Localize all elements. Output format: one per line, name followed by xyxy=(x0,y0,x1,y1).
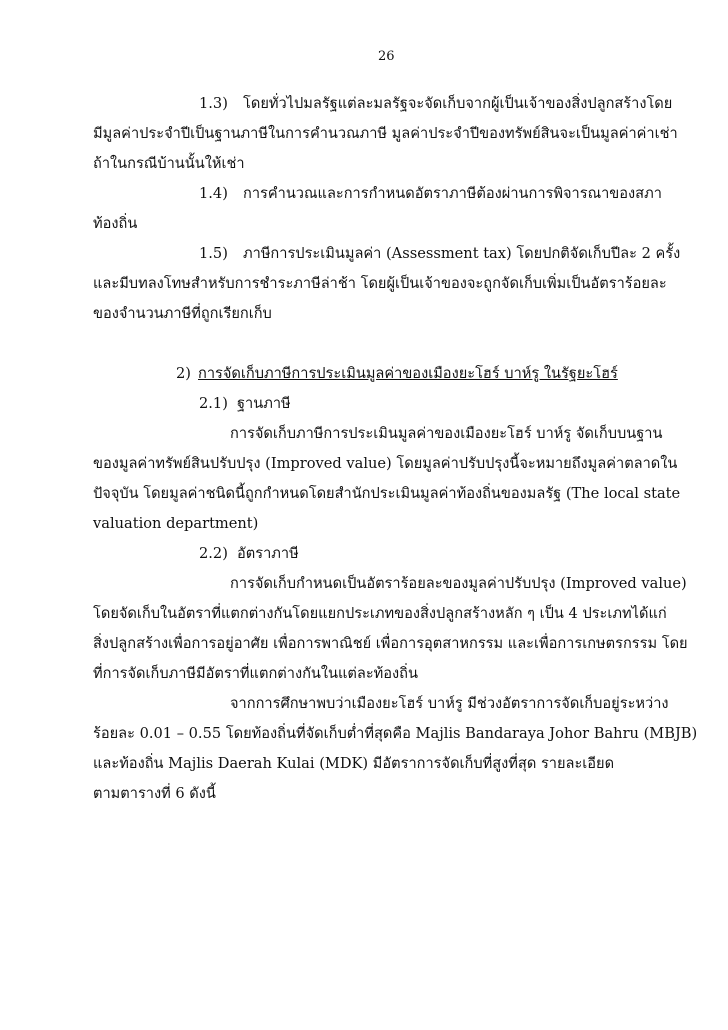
paragraph-line: โดยทั่วไปมลรัฐแต่ละมลรัฐจะจัดเก็บจากผู้เป็นเจ้าของสิ่งปลูกสร้างโดย xyxy=(243,95,673,112)
paragraph-line-indented: การจัดเก็บกำหนดเป็นอัตราร้อยละของมูลค่าปรับปรุง (Improved value) xyxy=(230,575,687,592)
item-2-1-heading xyxy=(93,394,653,414)
paragraph-line: ร้อยละ 0.01 – 0.55 โดยท้องถิ่นที่จัดเก็บต่ำที่สุดคือ Majlis Bandaraya Johor Bahru (MBJB) xyxy=(93,725,698,742)
item-2-1-title: ฐานภาษี xyxy=(237,395,291,412)
item-1-4-first-line xyxy=(93,184,662,204)
paragraph-line: สิ่งปลูกสร้างเพื่อการอยู่อาศัย เพื่อการพาณิชย์ เพื่อการอุตสาหกรรม และเพื่อการเกษตรกรรม โดย xyxy=(93,635,688,652)
section-2-title: การจัดเก็บภาษีการประเมินมูลค่าของเมืองยะโฮร์ บาห์รู ในรัฐยะโฮร์ xyxy=(198,365,618,382)
paragraph-line: ถ้าในกรณีบ้านนั้นให้เช่า xyxy=(93,155,245,172)
item-2-2-heading xyxy=(93,544,653,564)
paragraph-line: ของมูลค่าทรัพย์สินปรับปรุง (Improved value) โดยมูลค่าปรับปรุงนี้จะหมายถึงมูลค่าตลาดใน xyxy=(93,455,678,472)
item-1-3-number: 1.3) xyxy=(199,95,228,112)
item-2-2-number: 2.2) xyxy=(199,545,228,562)
paragraph-line: ท้องถิ่น xyxy=(93,215,138,232)
paragraph-line: ของจำนวนภาษีที่ถูกเรียกเก็บ xyxy=(93,305,272,322)
paragraph-line: ตามตารางที่ 6 ดังนี้ xyxy=(93,785,216,802)
item-1-5-first-line xyxy=(93,244,681,264)
item-2-1-number: 2.1) xyxy=(199,395,228,412)
paragraph-line-indented: จากการศึกษาพบว่าเมืองยะโฮร์ บาห์รู มีช่วงอัตราการจัดเก็บอยู่ระหว่าง xyxy=(230,695,669,712)
paragraph-line: ที่การจัดเก็บภาษีมีอัตราที่แตกต่างกันในแต่ละท้องถิ่น xyxy=(93,665,418,682)
paragraph-line: ภาษีการประเมินมูลค่า (Assessment tax) โดยปกติจัดเก็บปีละ 2 ครั้ง xyxy=(243,245,681,262)
item-1-4-number: 1.4) xyxy=(199,185,228,202)
paragraph-line: โดยจัดเก็บในอัตราที่แตกต่างกันโดยแยกประเภทของสิ่งปลูกสร้างหลัก ๆ เป็น 4 ประเภทได้แก่ xyxy=(93,605,667,622)
paragraph-line: และท้องถิ่น Majlis Daerah Kulai (MDK) มีอัตราการจัดเก็บที่สูงที่สุด รายละเอียด xyxy=(93,755,615,772)
paragraph-line xyxy=(93,694,669,714)
page-number: 26 xyxy=(378,49,395,64)
paragraph-line xyxy=(93,574,687,594)
paragraph-line: การคำนวณและการกำหนดอัตราภาษีต้องผ่านการพิจารณาของสภา xyxy=(243,185,662,202)
item-2-2-title: อัตราภาษี xyxy=(237,545,299,562)
paragraph-line: ปัจจุบัน โดยมูลค่าชนิดนี้ถูกกำหนดโดยสำนักประเมินมูลค่าท้องถิ่นของมลรัฐ (The local state xyxy=(93,485,681,502)
paragraph-line-indented: การจัดเก็บภาษีการประเมินมูลค่าของเมืองยะโฮร์ บาห์รู จัดเก็บบนฐาน xyxy=(230,425,663,442)
section-2-heading xyxy=(93,364,653,384)
paragraph-line: มีมูลค่าประจำปีเป็นฐานภาษีในการคำนวณภาษี มูลค่าประจำปีของทรัพย์สินจะเป็นมูลค่าค่าเช่า xyxy=(93,125,678,142)
paragraph-line xyxy=(93,424,663,444)
item-1-5-number: 1.5) xyxy=(199,245,228,262)
paragraph-line: และมีบทลงโทษสำหรับการชำระภาษีล่าช้า โดยผู้เป็นเจ้าของจะถูกจัดเก็บเพิ่มเป็นอัตราร้อยละ xyxy=(93,275,667,292)
paragraph-line: valuation department) xyxy=(93,515,259,532)
item-1-3-first-line xyxy=(93,94,673,114)
section-2-number: 2) xyxy=(176,365,191,382)
